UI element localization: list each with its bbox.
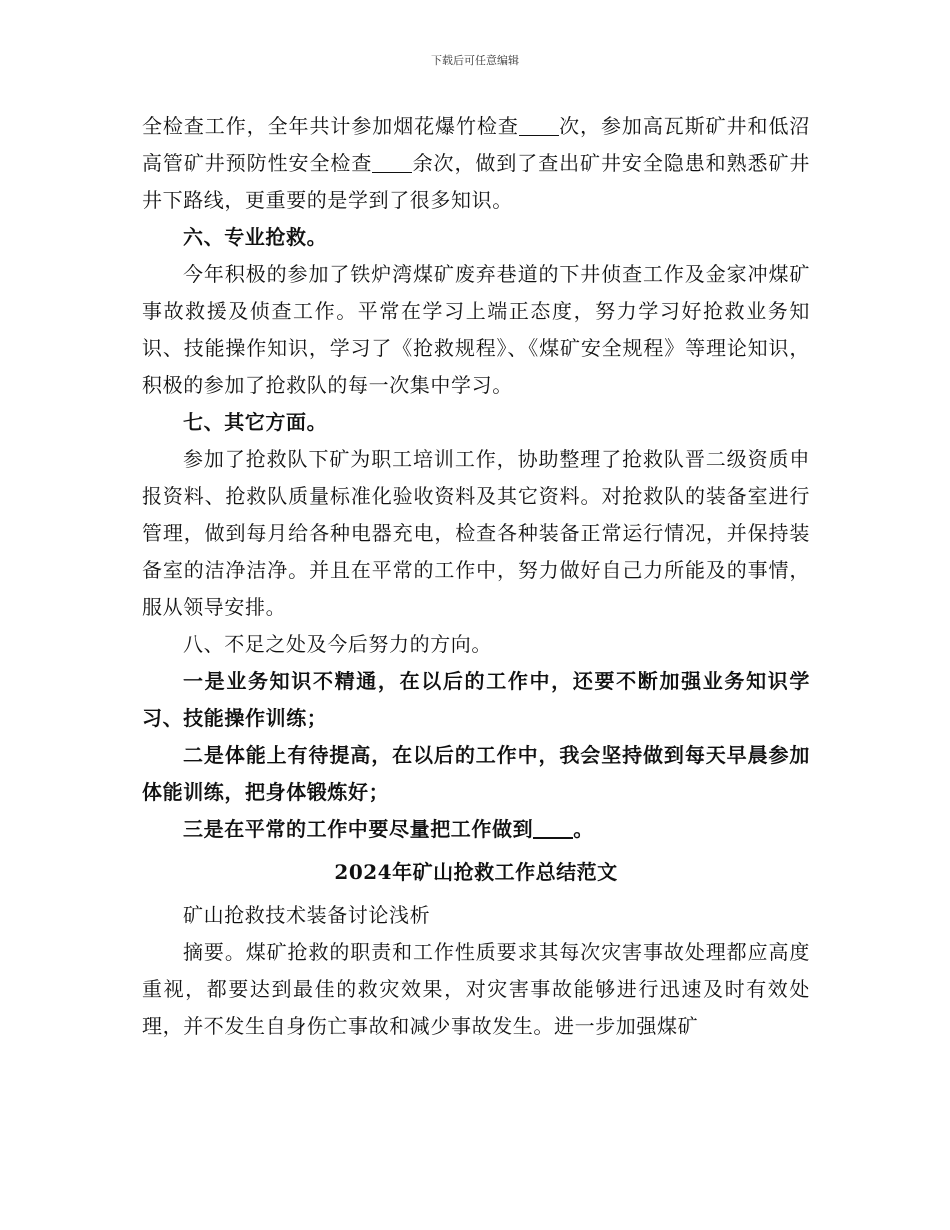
page-header-note: 下载后可任意编辑 bbox=[431, 54, 519, 67]
section-heading-6: 六、专业抢救。 bbox=[183, 225, 328, 249]
document-title: 2024年矿山抢救工作总结范文 bbox=[334, 860, 618, 884]
shortcoming-item-1: 一是业务知识不精通，在以后的工作中，还要不断加强业务知识学习、技能操作训练； bbox=[142, 669, 810, 730]
paragraph-abstract: 摘要。煤矿抢救的职责和工作性质要求其每次灾害事故处理都应高度重视，都要达到最佳的救灾效果，对灾害事故能够进行迅速及时有效处理，并不发生自身伤亡事故和减少事故发生。进一步加强煤矿 bbox=[142, 940, 810, 1038]
section-heading-7: 七、其它方面。 bbox=[183, 410, 328, 434]
shortcoming-item-3 bbox=[142, 811, 810, 848]
text-run: 次，参加高瓦斯矿井和低沼高管矿井预防性安全检查 bbox=[142, 114, 810, 175]
blank-underline bbox=[533, 817, 573, 839]
text-run: 。 bbox=[573, 817, 594, 841]
paragraph-rescue: 今年积极的参加了铁炉湾煤矿废弃巷道的下井侦查工作及金家冲煤矿事故救援及侦查工作。平常在学习上端正态度，努力学习好抢救业务知识、技能操作知识，学习了《抢救规程》、《煤矿安全规程》等理论知识，积极的参加了抢救队的每一次集中学习。 bbox=[142, 262, 810, 397]
paragraph-other: 参加了抢救队下矿为职工培训工作，协助整理了抢救队晋二级资质申报资料、抢救队质量标准化验收资料及其它资料。对抢救队的装备室进行管理，做到每月给各种电器充电，检查各种装备正常运行情况，并保持装备室的洁净洁净。并且在平常的工作中，努力做好自己力所能及的事情，服从领导安排。 bbox=[142, 447, 810, 619]
document-body bbox=[142, 108, 810, 1045]
text-run: 三是在平常的工作中要尽量把工作做到 bbox=[183, 817, 534, 841]
paragraph-inspection bbox=[142, 108, 810, 219]
blank-underline bbox=[372, 152, 412, 173]
shortcoming-item-2: 二是体能上有待提高，在以后的工作中，我会坚持做到每天早晨参加体能训练，把身体锻炼好； bbox=[142, 743, 810, 804]
blank-underline bbox=[519, 115, 559, 136]
text-run: 全检查工作，全年共计参加烟花爆竹检查 bbox=[142, 114, 519, 138]
document-subtitle: 矿山抢救技术装备讨论浅析 bbox=[183, 903, 431, 927]
text-run: 余次，做到了查出矿井安全隐患和熟悉矿井井下路线，更重要的是学到了很多知识。 bbox=[142, 151, 810, 212]
section-heading-8: 八、不足之处及今后努力的方向。 bbox=[183, 632, 492, 656]
